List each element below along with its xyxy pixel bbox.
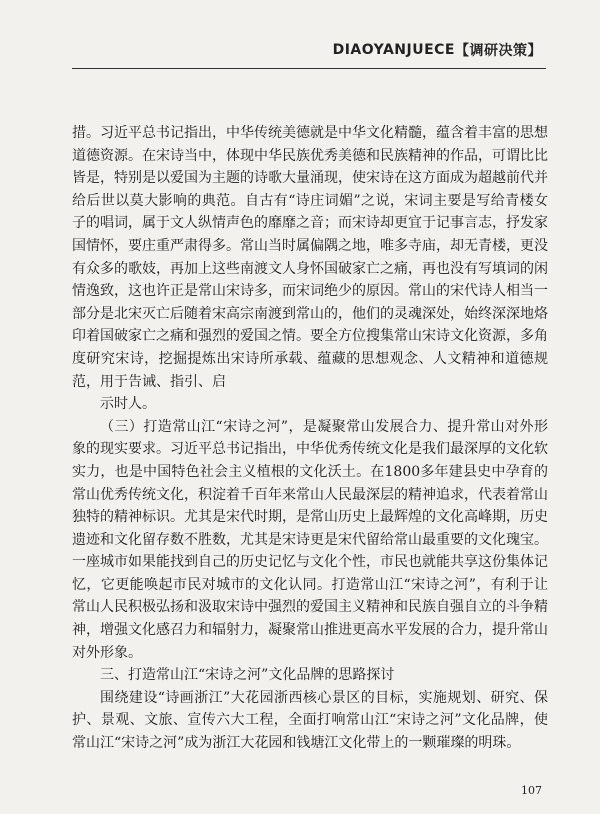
running-header-bracket-close: 】 (527, 43, 542, 59)
running-header-section: 调研决策 (469, 43, 528, 59)
paragraph-continued: 措。习近平总书记指出，中华传统美德就是中华文化精髓，蕴含着丰富的思想道德资源。在宋诗当中，体现中华民族优秀美德和民族精神的作品，可谓比比皆是，特别是以爱国为主题的诗歌大量涌现，使宋诗在这方面成为超越前代并给后世以莫大影响的典范。自古有“诗庄词媚”之说，宋词主要是写给青楼女子的唱词，属于文人纵情声色的靡靡之音；而宋诗却更宜于记事言志，抒发家国情怀，要庄重严肃得多。常山当时属偏隅之地，唯多寺庙，却无青楼，更没有众多的歌妓，再加上这些南渡文人身怀国破家亡之痛，再也没有写填词的闲情逸致，这也许正是常山宋诗多，而宋词绝少的原因。常山的宋代诗人相当一部分是北宋灭亡后随着宋高宗南渡到常山的，他们的灵魂深处，始终深深地烙印着国破家亡之痛和强烈的爱国之情。要全方位搜集常山宋诗文化资源，多角度研究宋诗，挖掘提炼出宋诗所承载、蕴藏的思想观念、人文精神和道德规范，用于告诫、指引、启 (72, 125, 548, 390)
page-number: 107 (521, 784, 542, 797)
running-header-latin: DIAOYANJUECE (332, 42, 455, 58)
paragraph-section-three: （三）打造常山江“宋诗之河”，是凝聚常山发展合力、提升常山对外形象的现实要求。习近平总书记指出，中华优秀传统文化是我们最深厚的文化软实力，也是中国特色社会主义植根的文化沃土。在1800多年建县史中孕育的常山优秀传统文化，积淀着千百年来常山人民最深层的精神追求，代表着常山独特的精神标识。尤其是宋代时期，是常山历史上最辉煌的文化高峰期，历史遗迹和文化留存数不胜数，尤其是宋诗更是宋代留给常山最重要的文化瑰宝。一座城市如果能找到自己的历史记忆与文化个性，市民也就能共享这份集体记忆，它更能唤起市民对城市的文化认同。打造常山江“宋诗之河”，有利于让常山人民积极弘扬和汲取宋诗中强烈的爱国主义精神和民族自强自立的斗争精神，增强文化感召力和辐射力，凝聚常山推进更高水平发展的合力，提升常山对外形象。 (72, 418, 548, 661)
paragraph-continued-end: 示时人。 (100, 396, 156, 413)
header-rule (72, 68, 546, 69)
running-header-bracket-open: 【 (455, 43, 470, 59)
running-header (333, 40, 542, 60)
section-heading: 三、打造常山江“宋诗之河”文化品牌的思路探讨 (100, 667, 395, 684)
body-text (72, 122, 548, 755)
paragraph-goal: 围绕建设“诗画浙江”大花园浙西核心景区的目标，实施规划、研究、保护、景观、文旅、宣传六大工程，全面打响常山江“宋诗之河”文化品牌，使常山江“宋诗之河”成为浙江大花园和钱塘江文化带上的一颗璀璨的明珠。 (72, 689, 548, 752)
